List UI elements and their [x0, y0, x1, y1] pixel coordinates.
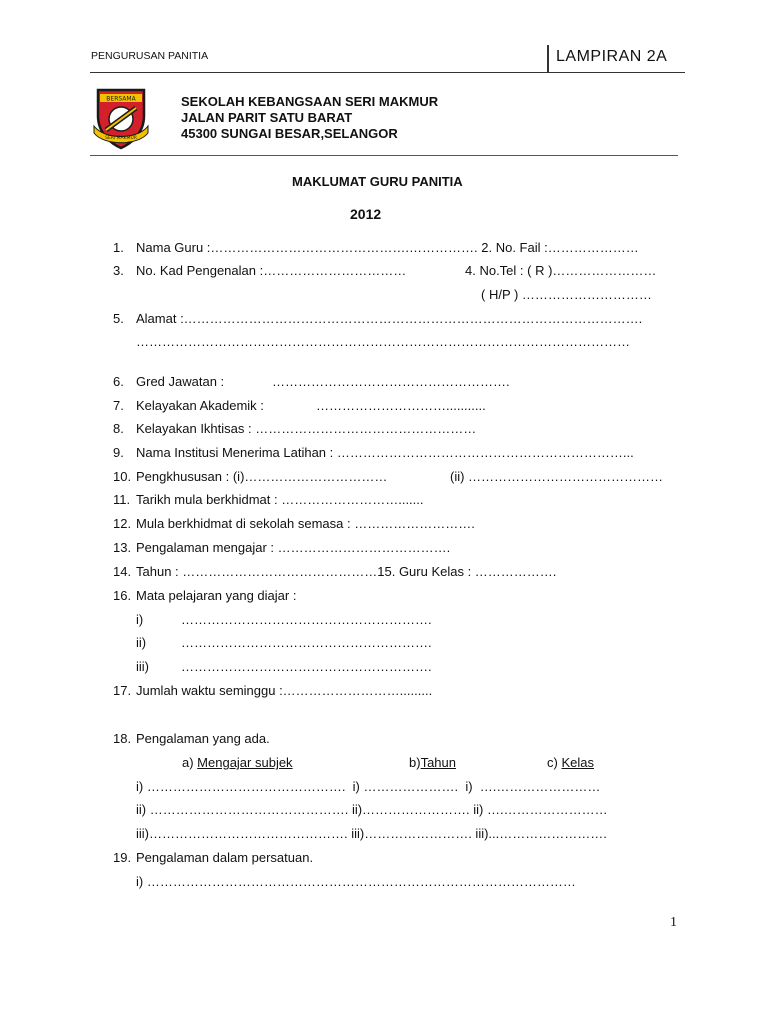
- field-pengalaman-ada: Pengalaman yang ada.: [136, 731, 270, 746]
- header-divider: [547, 45, 549, 73]
- subject-i-label: i): [136, 612, 144, 627]
- column-header-subjek-prefix: a): [182, 755, 198, 770]
- persatuan-row-1: i) ………………………………………………………………………………………: [136, 874, 576, 889]
- school-rule: [90, 155, 678, 156]
- field-kelayakan-akademik-dots: …………………………...........: [316, 398, 486, 413]
- logo-motto-bottom: SERI MAKMUR: [105, 136, 137, 141]
- field-nama-guru: Nama Guru :……………………………………….……………. 2. No. Fail :…………………: [136, 240, 639, 255]
- field-gred-jawatan-label: Gred Jawatan :: [136, 374, 225, 389]
- column-header-tahun-label: Tahun: [420, 755, 456, 770]
- field-19-num: 19.: [113, 850, 132, 865]
- field-14-num: 14.: [113, 564, 132, 579]
- school-address-2: 45300 SUNGAI BESAR,SELANGOR: [181, 126, 398, 141]
- school-address-1: JALAN PARIT SATU BARAT: [181, 110, 353, 125]
- subject-ii-dots: ………………………………………………….: [181, 635, 432, 650]
- field-kad-pengenalan: No. Kad Pengenalan :……………………………: [136, 263, 407, 278]
- field-13-num: 13.: [113, 540, 132, 555]
- subject-i-dots: ………………………………………………….: [181, 612, 432, 627]
- experience-row-1: i) ………………………………………. i) …………………. i) ….……………………: [136, 779, 601, 794]
- form-year: 2012: [350, 206, 382, 222]
- field-gred-jawatan-dots: ……………………………………………….: [272, 374, 510, 389]
- field-mata-pelajaran: Mata pelajaran yang diajar :: [136, 588, 297, 603]
- field-jumlah-waktu: Jumlah waktu seminggu :……………………….........: [136, 683, 433, 698]
- experience-row-3: iii)………………………………………. iii)……………………. iii)...…………………….: [136, 826, 607, 841]
- experience-row-2: ii) ………………………………………. ii)……………………. ii) ….……………………: [136, 802, 608, 817]
- field-3-num: 3.: [113, 263, 124, 278]
- field-7-num: 7.: [113, 398, 124, 413]
- logo-motto-top: BERSAMA: [106, 95, 136, 103]
- field-pengkhususan-i: Pengkhususan : (i)……………………………: [136, 469, 388, 484]
- field-9-num: 9.: [113, 445, 124, 460]
- field-18-num: 18.: [113, 731, 132, 746]
- field-nama-institusi: Nama Institusi Menerima Latihan : …………………………………………………………...: [136, 445, 634, 460]
- field-17-num: 17.: [113, 683, 132, 698]
- subject-iii-label: iii): [136, 659, 149, 674]
- field-pengkhususan-ii: (ii) ………………………………………: [450, 469, 664, 484]
- subject-ii-label: ii): [136, 635, 147, 650]
- field-no-tel-hp: ( H/P ) …………………………: [481, 287, 652, 302]
- field-tarikh-mula: Tarikh mula berkhidmat : ……………………….......: [136, 492, 424, 507]
- header-left-text: PENGURUSAN PANITIA: [91, 50, 209, 62]
- column-header-kelas-prefix: c): [547, 755, 562, 770]
- header-rule: [90, 72, 685, 73]
- field-pengalaman-persatuan: Pengalaman dalam persatuan.: [136, 850, 314, 865]
- field-alamat-line-2: ……………………………………………………………………………………………………: [136, 334, 630, 349]
- header-lampiran: LAMPIRAN 2A: [556, 48, 668, 65]
- school-logo: [90, 86, 152, 150]
- column-header-tahun: [409, 755, 456, 770]
- column-header-tahun-prefix: b): [409, 755, 421, 770]
- field-tahun-guru-kelas: Tahun : ………………………………………15. Guru Kelas : ……………….: [136, 564, 557, 579]
- field-12-num: 12.: [113, 516, 132, 531]
- column-header-kelas: [547, 755, 594, 770]
- column-header-kelas-label: Kelas: [561, 755, 594, 770]
- column-header-subjek-label: Mengajar subjek: [197, 755, 293, 770]
- field-mula-berkhidmat: Mula berkhidmat di sekolah semasa : ……………………….: [136, 516, 475, 531]
- field-1-num: 1.: [113, 240, 124, 255]
- field-8-num: 8.: [113, 421, 124, 436]
- field-10-num: 10.: [113, 469, 132, 484]
- field-pengalaman-mengajar: Pengalaman mengajar : ………………………………….: [136, 540, 451, 555]
- field-kelayakan-ikhtisas: Kelayakan Ikhtisas : ……………………………………………: [136, 421, 477, 436]
- field-6-num: 6.: [113, 374, 124, 389]
- form-title: MAKLUMAT GURU PANITIA: [292, 174, 463, 189]
- field-11-num: 11.: [113, 492, 131, 507]
- field-5-num: 5.: [113, 311, 124, 326]
- field-kelayakan-akademik-label: Kelayakan Akademik :: [136, 398, 264, 413]
- column-header-subjek: [182, 755, 293, 770]
- page-number: 1: [670, 915, 677, 930]
- subject-iii-dots: ………………………………………………….: [181, 659, 432, 674]
- field-no-tel-r: 4. No.Tel : ( R )……………………: [465, 263, 657, 278]
- field-alamat: Alamat :…………………………………………………………………………………………….: [136, 311, 643, 326]
- school-name: SEKOLAH KEBANGSAAN SERI MAKMUR: [181, 94, 439, 109]
- field-16-num: 16.: [113, 588, 132, 603]
